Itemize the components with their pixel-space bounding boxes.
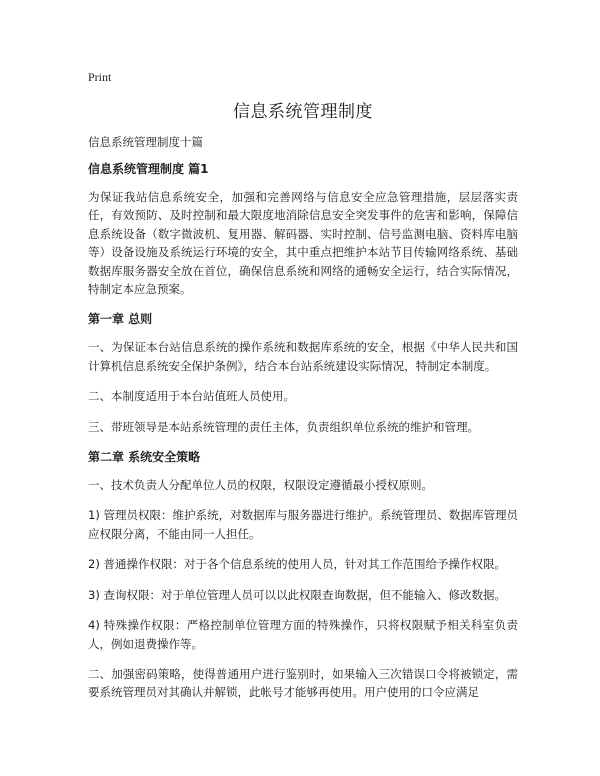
document-body <box>88 160 518 714</box>
chapter1-para-2: 二、本制度适用于本台站值班人员使用。 <box>88 389 295 404</box>
section-heading-article1: 信息系统管理制度 篇1 <box>88 162 209 176</box>
chapter2-para-1: 一、技术负责人分配单位人员的权限，权限设定遵循最小授权原则。 <box>88 478 433 493</box>
chapter2-para-5: 4) 特殊操作权限：严格控制单位管理方面的特殊操作，只将权限赋予相关科室负责人，例如退费操作等。 <box>88 618 518 651</box>
document-subtitle: 信息系统管理制度十篇 <box>88 135 203 149</box>
page-title: 信息系统管理制度 <box>233 102 373 122</box>
chapter2-para-4: 3) 查询权限：对于单位管理人员可以以此权限查询数据，但不能输入、修改数据。 <box>88 587 506 602</box>
chapter-1-heading: 第一章 总则 <box>88 312 153 327</box>
chapter2-para-3: 2) 普通操作权限：对于各个信息系统的使用人员，针对其工作范围给予操作权限。 <box>88 557 506 572</box>
chapter1-para-1: 一、为保证本台站信息系统的操作系统和数据库系统的安全，根据《中华人民共和国计算机信息系统安全保护条例》，结合本台站系统建设实际情况，特制定本制度。 <box>88 340 518 373</box>
chapter2-para-6: 二、加强密码策略，使得普通用户进行鉴别时，如果输入三次错误口令将被锁定，需要系统管理员对其确认并解锁，此帐号才能够再使用。用户使用的口令应满足 <box>88 666 518 700</box>
chapter1-para-3: 三、带班领导是本站系统管理的责任主体，负责组织单位系统的维护和管理。 <box>88 419 479 434</box>
chapter-2-heading: 第二章 系统安全策略 <box>88 450 201 465</box>
print-link[interactable]: Print <box>88 70 112 84</box>
intro-paragraph: 为保证我站信息系统安全，加强和完善网络与信息安全应急管理措施，层层落实责任，有效预防、及时控制和最大限度地消除信息安全突发事件的危害和影响，保障信息系统设备（数字微波机、复用器、解码器、实时控制、信号监测电脑、资料库电脑等）设备设施及系统运行环境的安全，其中重点把维护本站节目传输网络系统、基础数据库服务器安全放在首位，确保信息系统和网络的通畅安全运行，结合实际情况，特制定本应急预案。 <box>88 190 518 297</box>
chapter2-para-2: 1) 管理员权限：维护系统，对数据库与服务器进行维护。系统管理员、数据库管理员应权限分离，不能由同一人担任。 <box>88 508 518 541</box>
